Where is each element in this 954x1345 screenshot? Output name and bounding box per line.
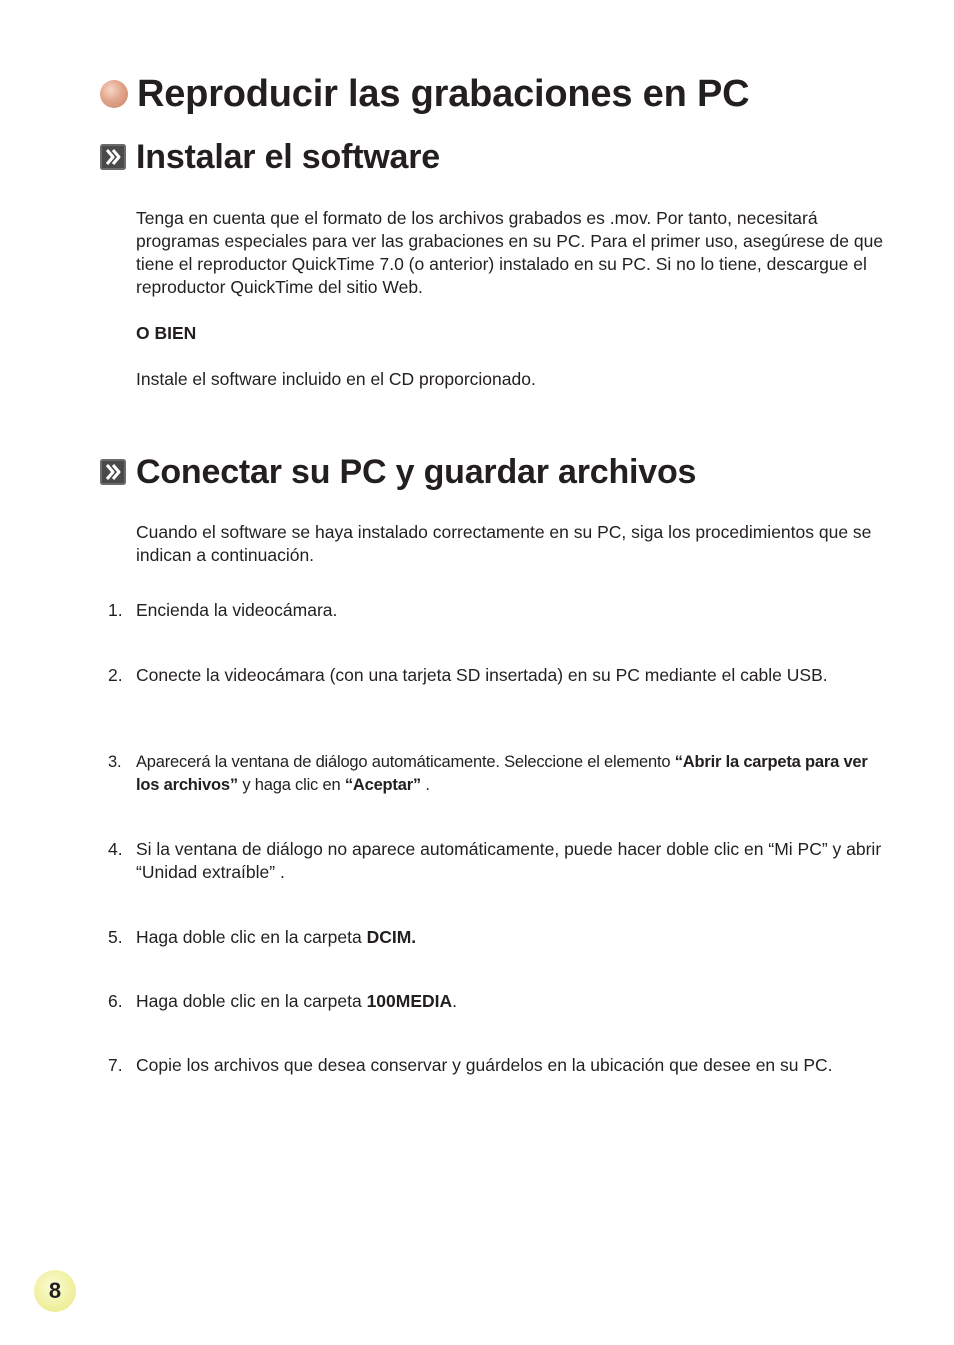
list-item [108, 664, 888, 687]
list-item-text: Copie los archivos que desea conservar y guárdelos en la ubicación que desee en su PC. [136, 1055, 833, 1075]
list-item-number: 3. [108, 753, 122, 771]
list-item [108, 838, 888, 884]
paragraph: Instale el software incluido en el CD proporcionado. [136, 369, 536, 389]
page-title: Reproducir las grabaciones en PC [137, 73, 750, 115]
title-bullet-icon [100, 80, 128, 108]
paragraph: Cuando el software se haya instalado correctamente en su PC, siga los procedimientos que se indican a continuación. [136, 522, 872, 565]
list-item-text [136, 751, 888, 797]
section-heading: Conectar su PC y guardar archivos [136, 453, 697, 491]
list-item [108, 926, 888, 949]
list-item-text-part: . [452, 991, 458, 1011]
chevron-right-icon [100, 459, 126, 485]
list-item-text-part: Haga doble clic en la carpeta [136, 991, 367, 1011]
list-item-emphasis: DCIM. [366, 927, 417, 947]
list-item-emphasis: 100MEDIA [366, 991, 453, 1011]
chevron-right-icon [100, 144, 126, 170]
list-item [108, 990, 888, 1013]
page-number: 8 [34, 1270, 76, 1312]
list-item-text [136, 926, 888, 949]
list-item-text: Encienda la videocámara. [136, 600, 338, 620]
list-item-text-part: . [420, 776, 430, 794]
list-item-number: 4. [108, 839, 123, 859]
list-item [108, 1054, 888, 1077]
section-heading-row [100, 137, 440, 177]
list-item-text: Conecte la videocámara (con una tarjeta SD insertada) en su PC mediante el cable USB. [136, 665, 828, 685]
list-item-number: 6. [108, 991, 123, 1011]
section-heading: Instalar el software [136, 138, 441, 176]
section-heading-row [100, 452, 696, 492]
or-label: O BIEN [136, 323, 197, 343]
list-item [108, 599, 888, 622]
list-item-text [136, 990, 888, 1013]
list-item-text-part: y haga clic en [237, 776, 345, 794]
list-item-number: 1. [108, 600, 123, 620]
list-item-emphasis: “Aceptar” [344, 776, 421, 794]
list-item-number: 2. [108, 665, 123, 685]
paragraph: Tenga en cuenta que el formato de los archivos grabados es .mov. Por tanto, necesitará programas especiales para ver las grabaciones en su PC. Para el primer uso, asegúrese de que tiene el reproductor QuickTime 7.0 (o anterior) instalado en su PC. Si no lo tiene, descargue el reproductor QuickTime del sitio Web. [136, 208, 884, 297]
list-item-text-part: Haga doble clic en la carpeta [136, 927, 367, 947]
list-item-number: 7. [108, 1055, 123, 1075]
list-item-number: 5. [108, 927, 123, 947]
list-item-text: Si la ventana de diálogo no aparece automáticamente, puede hacer doble clic en “Mi PC” y abrir “Unidad extraíble” . [136, 839, 882, 882]
list-item [108, 751, 888, 797]
page-title-row [100, 72, 749, 116]
list-item-emphasis: “Abrir la carpeta para ver los archivos” [136, 753, 868, 794]
list-item-text-part: Aparecerá la ventana de diálogo automáticamente. Seleccione el elemento [136, 753, 675, 771]
